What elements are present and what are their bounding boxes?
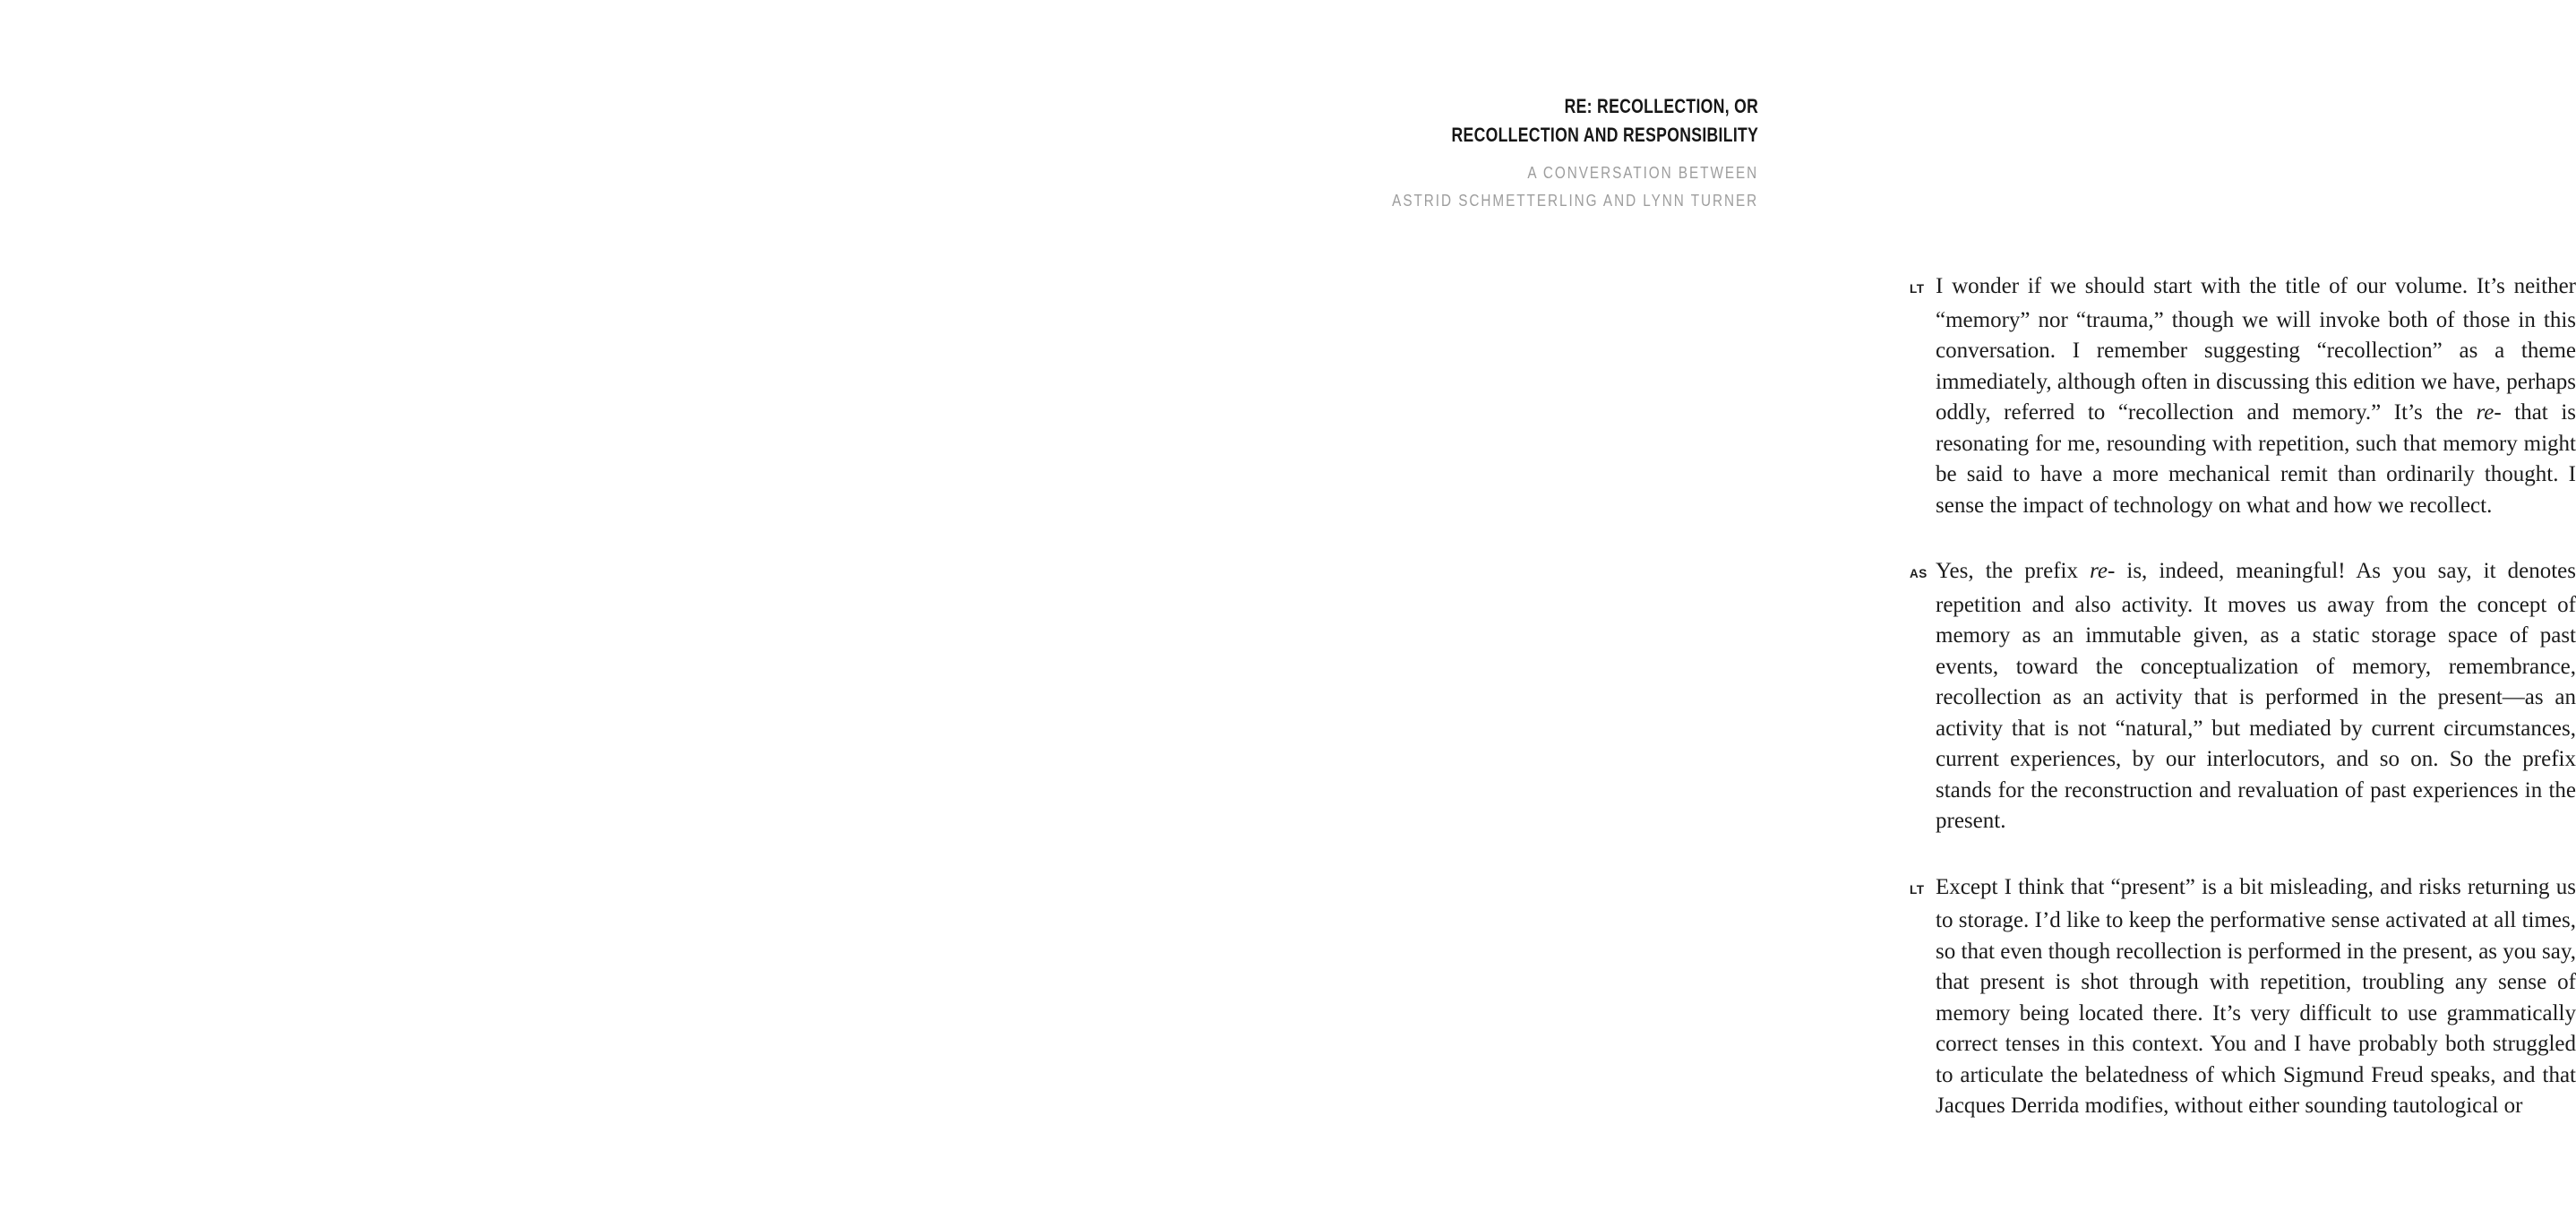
conversation-turn (1910, 271, 2576, 521)
content-page (896, 0, 2576, 1210)
blank-left-page (0, 0, 896, 1210)
turn-text: Yes, the prefix re- is, indeed, meaningful! As you say, it denotes repetition and also activity. It moves us away from the concept of memory as an immutable given, as a static storage space of past events, toward the conceptualization of memory, remembrance, recollection as an activity that is performed in the present—as an activity that is not “natural,” but mediated by current circumstances, current experiences, by our interlocutors, and so on. So the prefix stands for the reconstruction and revaluation of past experiences in the present. (1936, 559, 2576, 833)
conversation-turn (1910, 556, 2576, 837)
chapter-subtitle (1392, 159, 1758, 215)
conversation-turn (1910, 872, 2576, 1122)
chapter-subtitle-line-1: A CONVERSATION BETWEEN (1527, 164, 1758, 182)
chapter-title (1413, 92, 1758, 150)
chapter-title-line-2: RECOLLECTION AND RESPONSIBILITY (1451, 124, 1758, 146)
speaker-label: AS (1910, 567, 1928, 580)
turn-text: I wonder if we should start with the title of our volume. It’s neither “memory” nor “trauma,” though we will invoke both of those in this conversation. I remember suggesting “recollection” as a theme immediately, although often in discussing this edition we have, perhaps oddly, referred to “recollection and memory.” It’s the re- that is resonating for me, resounding with repetition, such that memory might be said to have a more mechanical remit than ordinarily thought. I sense the impact of technology on what and how we recollect. (1936, 274, 2576, 518)
speaker-label: LT (1910, 882, 1925, 897)
conversation (1910, 271, 2576, 1122)
chapter-title-line-1: RE: RECOLLECTION, OR (1564, 95, 1758, 117)
chapter-subtitle-line-2: ASTRID SCHMETTERLING AND LYNN TURNER (1391, 192, 1758, 210)
speaker-label: LT (1910, 282, 1925, 296)
chapter-header (1327, 92, 1758, 215)
turn-text: Except I think that “present” is a bit misleading, and risks returning us to storage. I’d like to keep the performative sense activated at all times, so that even though recollection is performed in the present, as you say, that present is shot through with repetition, troubling any sense of memory being located there. It’s very difficult to use grammatically correct tenses in this context. You and I have probably both struggled to articulate the belatedness of which Sigmund Freud speaks, and that Jacques Derrida modifies, without either sounding tautological or (1936, 874, 2576, 1118)
